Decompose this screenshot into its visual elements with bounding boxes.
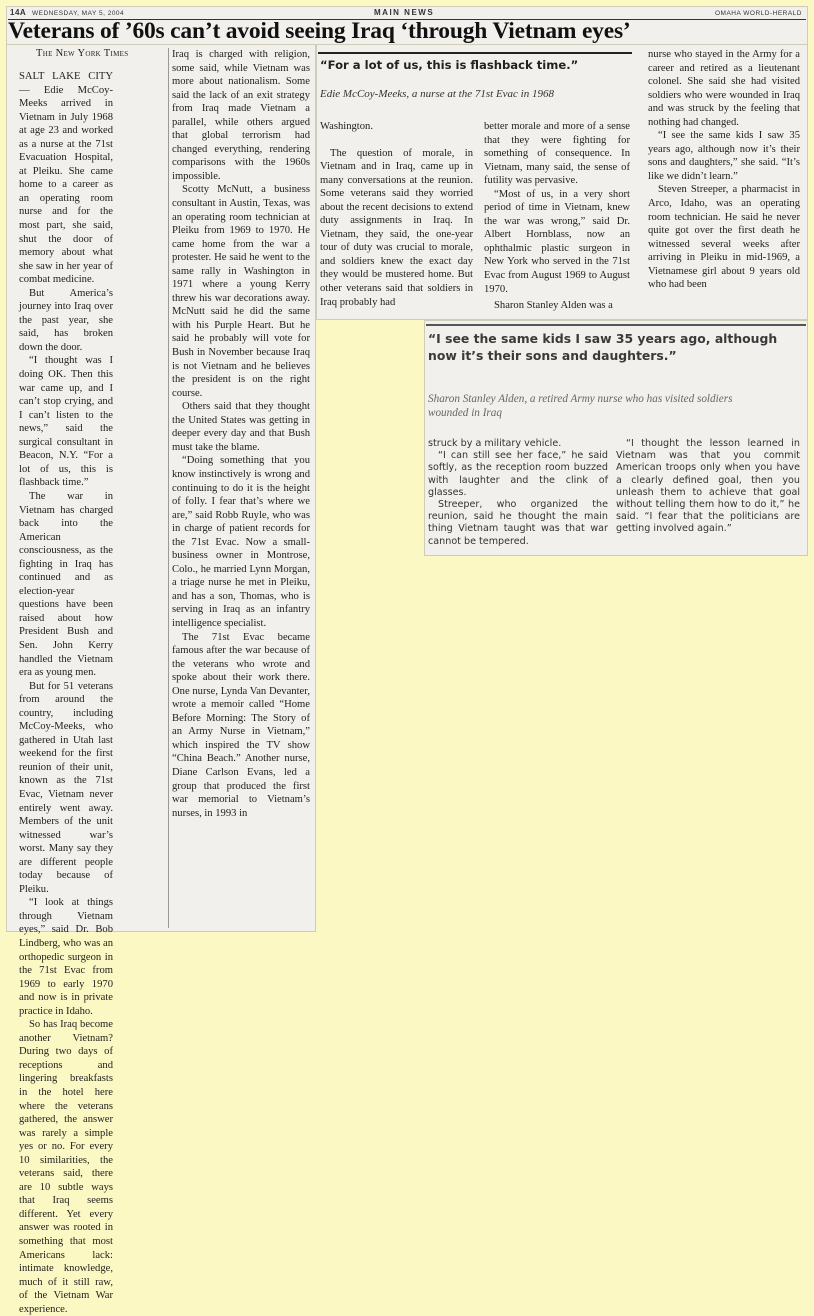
paragraph: “I thought was I doing OK. Then this war came up, and I can’t stop crying, and I can’t listen to the news,” said the surgical consultant in Beacon, N.Y. “For a lot of us, this is flashback time.” xyxy=(19,355,113,489)
paragraph: Scotty McNutt, a business consultant in Austin, Texas, was an operating room technician at Pleiku from 1969 to 1970. He came home from the war a protester. He said he went to the same rally in Washington in 1971 where a young Kerry threw his war decorations away. McNutt said he did the same with his Purple Heart. But he said he probably will vote for Bush in November because Iraq is not Vietnam and he believes the president is on the right course. xyxy=(172,184,310,399)
paragraph: So has Iraq become another Vietnam? During two days of receptions and lingering breakfasts in the hotel here where the veterans gathered, the answer was rarely a simple yes or no. For every 10 similarities, the veterans said, there are 10 subtle ways that Iraq seems different. Yet every answer was rooted in something that most Americans lack: intimate knowledge, much of it still raw, of the Vietnam War experience. xyxy=(19,1019,113,1315)
paragraph: Steven Streeper, a pharmacist in Arco, Idaho, was an operating room technician. He said he never quite got over the first death he witnessed several weeks after arriving in Pleiku in mid-1969, a Vietnamese girl about 9 years old who had been xyxy=(648,184,800,291)
pullquote-1-attribution: Edie McCoy-Meeks, a nurse at the 71st Evac in 1968 xyxy=(320,88,554,100)
paragraph: “Doing something that you know instinctively is wrong and continuing to do it is the height of folly. I fear that’s where we are,” said Robb Ruyle, who was in charge of patient records for the 71st Evac. Now a small-business owner in Montrose, Colo., he married Lynn Morgan, a triage nurse he met in Pleiku, and has a son, Thomas, who is serving in Iraq as an infantry intelligence specialist. xyxy=(172,455,310,629)
byline: The New York Times xyxy=(36,48,129,59)
paragraph: But America’s journey into Iraq over the past year, she said, has broken down the door. xyxy=(19,287,113,353)
newspaper-name: OMAHA WORLD-HERALD xyxy=(714,10,802,17)
paragraph: “I see the same kids I saw 35 years ago, although now it’s their sons and daughters,” she said. “It’s like we didn’t learn.” xyxy=(648,130,800,182)
paragraph: “I can still see her face,” he said softly, as the reception room buzzed with laughter and the clink of glasses. xyxy=(428,450,608,498)
headline: Veterans of ’60s can’t avoid seeing Iraq ‘through Vietnam eyes’ xyxy=(8,18,631,44)
article-column-1 xyxy=(19,70,113,1315)
paragraph: struck by a military vehicle. xyxy=(428,438,562,449)
pullquote-1: “For a lot of us, this is flashback time.” xyxy=(320,58,579,72)
paragraph: Sharon Stanley Alden was a xyxy=(494,300,613,312)
paragraph: Others said that they thought the United States was getting in deeper every day and that Bush must take the blame. xyxy=(172,401,310,453)
paragraph: Iraq is charged with religion, some said, while Vietnam was more about nationalism. Some said the lack of an exit strategy from Iraq made Vietnam a parallel, while others argued that global terrorism had changed everything, rendering comparisons with the 1960s impossible. xyxy=(172,49,310,182)
paragraph: The 71st Evac became famous after the war because of the veterans who wrote and spoke about their work there. One nurse, Lynda Van Devanter, wrote a memoir called “Home Before Morning: The Story of an Army Nurse in Vietnam,” which inspired the TV show “China Beach.” Another nurse, Diane Carlson Evans, led a group that produced the first war memorial to Vietnam’s nurses, in 1993 in xyxy=(172,631,310,819)
paragraph: SALT LAKE CITY — Edie McCoy-Meeks arrived in Vietnam in July 1968 at age 23 and worked as a nurse at the 71st Evacuation Hospital, at Pleiku. She came home to a career as an operating room nurse and for the most part, she said, shut the door of memory about what she saw in her year of combat medicine. xyxy=(19,71,113,286)
article-column-3 xyxy=(320,120,473,320)
paragraph: “I look at things through Vietnam eyes,” said Dr. Bob Lindberg, who was an orthopedic surgeon in the 71st Evac from 1969 to early 1970 and now is in private practice in Idaho. xyxy=(19,897,113,1017)
section-name: MAIN NEWS xyxy=(374,8,435,17)
paragraph: “I thought the lesson learned in Vietnam was that you commit American troops only when you have a clearly defined goal, then you unleash them to achieve that goal without telling them how to do it,” he said. “I fear that the politicians are getting involved again.” xyxy=(616,438,800,535)
article-column-5 xyxy=(648,48,800,320)
column-divider xyxy=(168,48,169,928)
article-column-4 xyxy=(484,120,630,320)
paragraph: Streeper, who organized the reunion, said he thought the main thing Vietnam taught was that war cannot be tempered. xyxy=(428,499,608,547)
paragraph: “Most of us, in a very short period of time in Vietnam, knew the war was wrong,” said Dr. Albert Hornblass, now an ophthalmic plastic surgeon in New York who served in the 71st Evac from August 1969 to August 1970. xyxy=(484,188,630,295)
paragraph: nurse who stayed in the Army for a career and retired as a lieutenant colonel. She said she had visited soldiers who were wounded in Iraq and was struck by the feeling that nothing had changed. xyxy=(648,49,800,128)
pullquote-rule xyxy=(318,52,632,54)
page-number: 14A xyxy=(10,8,27,17)
paragraph: The question of morale, in Vietnam and in Iraq, came up in many conversations at the reunion. Some veterans said they worried about the recent decisions to extend duty assignments in Iraq. In Vietnam, they said, the one-year tour of duty was crucial to morale, and soldiers knew the exact day they would be mustered home. But other veterans said that soldiers in Iraq probably had xyxy=(320,147,473,308)
paragraph: Washington. xyxy=(320,121,373,132)
article-column-2 xyxy=(172,48,310,928)
pullquote-rule xyxy=(426,324,806,326)
article-column-6 xyxy=(428,438,608,554)
paragraph: The war in Vietnam has charged back into the American consciousness, as the fighting in Iraq has continued and as election-year questions have been raised about how President Bush and Sen. John Kerry handled the Vietnam era as young men. xyxy=(19,490,113,679)
paragraph: better morale and more of a sense that they were fighting for something of consequence. In Vietnam, many said, the sense of futility was pervasive. xyxy=(484,121,630,187)
pullquote-2-attribution: Sharon Stanley Alden, a retired Army nurse who has visited soldiers wounded in Iraq xyxy=(428,393,733,419)
page-date: WEDNESDAY, MAY 5, 2004 xyxy=(32,10,125,17)
paragraph: But for 51 veterans from around the country, including McCoy-Meeks, who gathered in Utah last weekend for the first reunion of their unit, known as the 71st Evac, Vietnam never entirely went away. Members of the unit witnessed war’s worst. Many say they are different people today because of Pleiku. xyxy=(19,680,113,895)
article-column-7 xyxy=(616,438,800,554)
pullquote-2: “I see the same kids I saw 35 years ago, although now it’s their sons and daughters.” xyxy=(428,331,778,363)
